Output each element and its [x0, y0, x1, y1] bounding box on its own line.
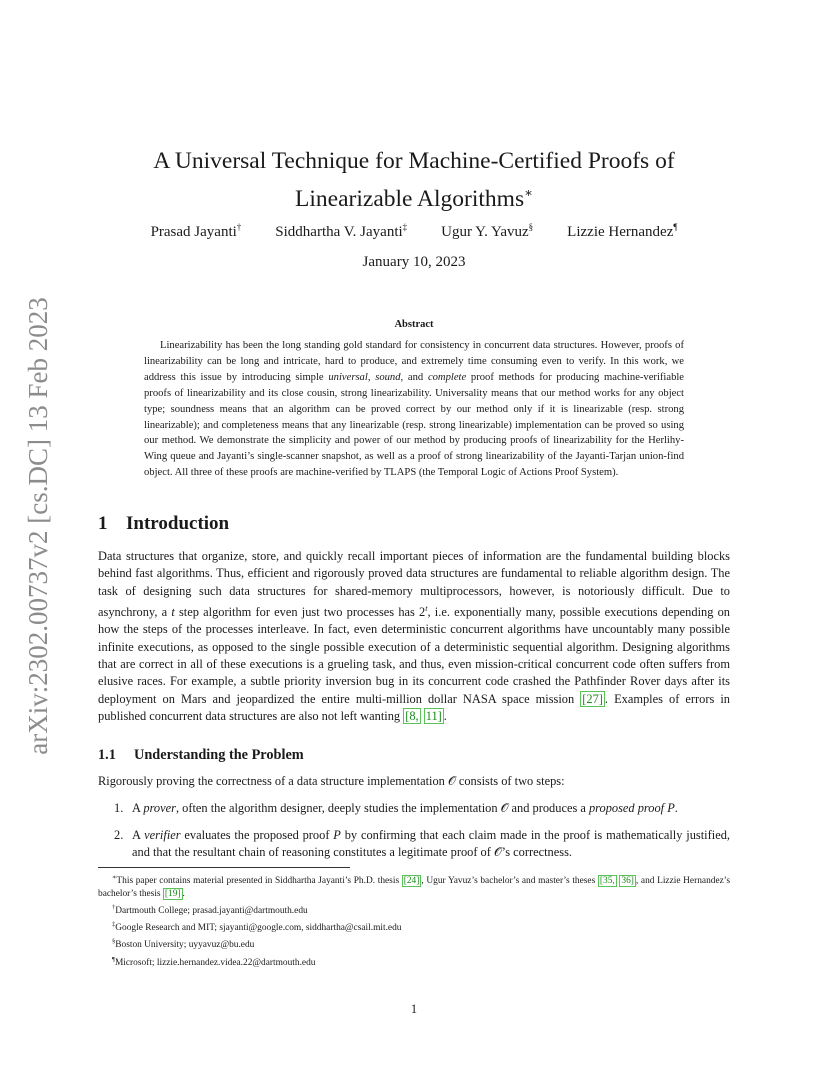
paper-date: January 10, 2023: [362, 254, 466, 270]
citation-link[interactable]: 11]: [425, 708, 442, 723]
footnote: ‡Google Research and MIT; sjayanti@google.com, siddhartha@csail.mit.edu: [112, 921, 402, 934]
footnote: ∗This paper contains material presented in Siddhartha Jayanti’s Ph.D. thesis [24] , Ugur Yavuz’s bachelor’s and master’s theses [35, 36] , and Lizzie Hernandez’s bachelor’s thesis [19] .: [98, 874, 731, 900]
introduction-paragraph: Data structures that organize, store, and quickly recall important pieces of information are the fundamental building blocks behind fast algorithms. Thus, efficient and rigorously proved data structures are fundamental to reliable algorithm design. The task of designing such data structures for shared-memory multiprocessors, however, is notoriously difficult. Due to asynchrony, a t step algorithm for even just two processes has 2$^t$, i.e. exponentially many, possible executions depending on how the steps of the processes interleave. In fact, even deterministic concurrent algorithms have uncountably many possible infinite executions, as opposed to the single possible execution of a deterministic sequential algorithm. Designing algorithms that are correct in all of these executions is a grueling task, and thus, even mission-critical concurrent code often suffers from elusive races. For example, a subtle priority inversion bug in its concurrent code crashed the Pathfinder Rover days after its deployment on Mars and jeopardized the entire multi-million dollar NASA space mission [27] . Examples of errors in published concurrent data structures are also not left wanting [8, 11] .: [98, 549, 730, 723]
section-heading-introduction: 1 Introduction: [98, 513, 230, 534]
subsection-heading: 1.1 Understanding the Problem: [98, 747, 304, 763]
title-line-1: A Universal Technique for Machine-Certified Proofs of: [153, 148, 675, 174]
arxiv-stamp: arXiv:2302.00737v2 [cs.DC] 13 Feb 2023: [23, 297, 53, 755]
citation-link[interactable]: [35,: [599, 876, 615, 887]
title-footnote-mark: ∗: [524, 185, 533, 200]
subsection-intro: Rigorously proving the correctness of a data structure implementation 𝒪 consists of two steps:: [98, 774, 565, 788]
citation-link[interactable]: [8,: [405, 708, 419, 723]
author: Prasad Jayanti†: [150, 222, 242, 240]
steps-list: [114, 800, 730, 871]
title-line-2: Linearizable Algorithms: [295, 185, 525, 212]
list-item: 1. A prover, often the algorithm designer, deeply studies the implementation 𝒪 and produces a proposed proof P.: [114, 801, 678, 815]
author: Lizzie Hernandez¶: [567, 222, 678, 240]
author: Siddhartha V. Jayanti‡: [275, 222, 408, 240]
footnote: †Dartmouth College; prasad.jayanti@dartmouth.edu: [112, 904, 308, 917]
paper-title: [98, 146, 730, 215]
footnote-rule: [98, 867, 350, 868]
abstract-text: Linearizability has been the long standing gold standard for consistency in concurrent data structures. However, proofs of linearizability can be long and intricate, hard to produce, and extremely time consuming even to verify. In this work, we address this issue by introducing simple universal, sound, and complete proof methods for producing machine-verifiable proofs of linearizability and its close cousin, strong linearizability. Universality means that our method works for any object type; soundness means that an algorithm can be proved correct by our method only if it is linearizable (resp. strong linearizable); and completeness means that any linearizable (resp. strong linearizable) implementation can be proved so using our method. We demonstrate the simplicity and power of our method by producing proofs of linearizability for the Herlihy-Wing queue and Jayanti’s single-scanner snapshot, as well as a proof of strong linearizability of the Jayanti-Tarjan union-find object. All three of these proofs are machine-verified by TLAPS (the Temporal Logic of Actions Proof System).: [144, 340, 685, 479]
citation-link[interactable]: [19]: [164, 889, 181, 900]
footnote: ¶Microsoft; lizzie.hernandez.videa.22@dartmouth.edu: [112, 955, 316, 968]
author: Ugur Y. Yavuz§: [441, 222, 534, 240]
footnotes: [98, 871, 730, 970]
footnote: §Boston University; uyyavuz@bu.edu: [112, 938, 255, 951]
citation-link[interactable]: 36]: [621, 876, 634, 887]
page-number: 1: [410, 1002, 418, 1016]
citation-link[interactable]: [24]: [403, 876, 420, 887]
list-item: 2. A verifier evaluates the proposed proof P by confirming that each claim made in the proof is mathematically justified, and that the resultant chain of reasoning constitutes a legitimate proof of 𝒪’s correctness.: [114, 828, 730, 859]
author-list: [98, 222, 730, 241]
citation-link[interactable]: [27]: [582, 691, 603, 706]
abstract-heading: Abstract: [394, 319, 434, 330]
